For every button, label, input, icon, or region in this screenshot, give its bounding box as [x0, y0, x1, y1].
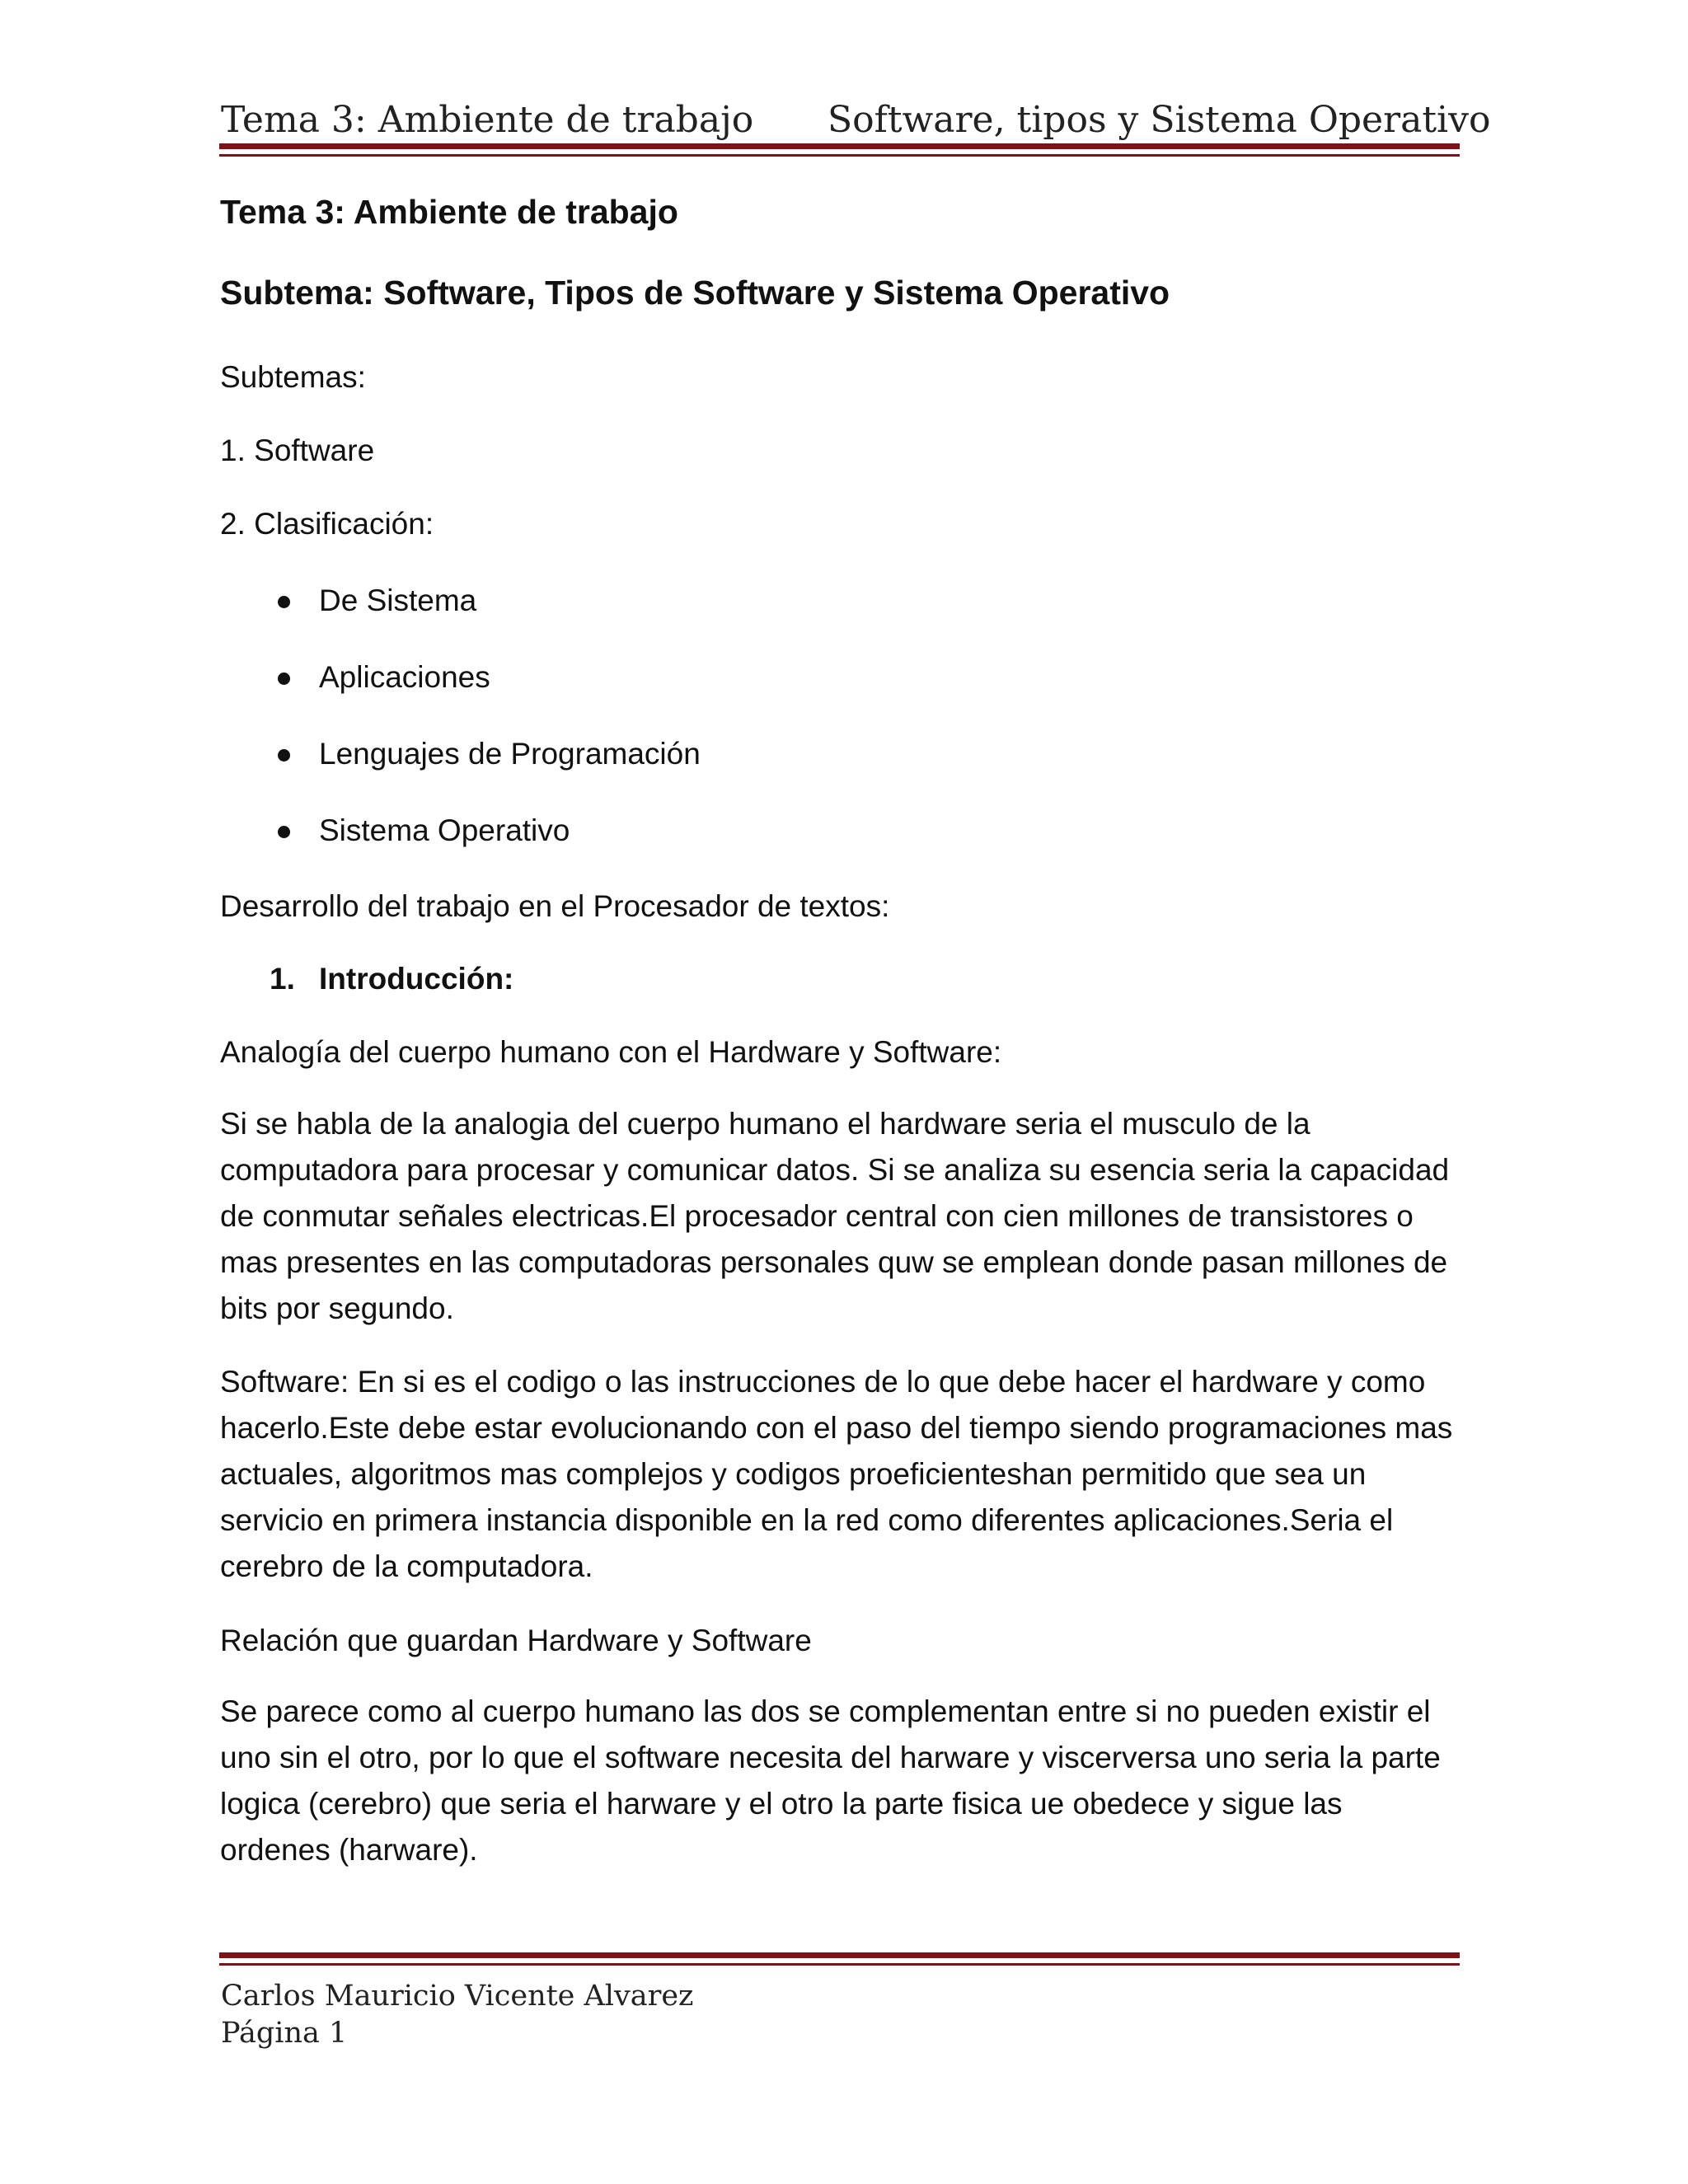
page-footer	[221, 1978, 694, 2052]
bullet-dot-icon	[278, 673, 290, 685]
header-right-text: Software, tipos y Sistema Operativo	[828, 99, 1491, 141]
subtemas-label: Subtemas:	[220, 360, 366, 394]
bullet-text: Lenguajes de Programación	[319, 737, 701, 771]
header-left-text: Tema 3: Ambiente de trabajo	[221, 99, 754, 141]
footer-rule-thick	[219, 1952, 1460, 1958]
paragraph-software: Software: En si es el codigo o las instrucciones de lo que debe hacer el hardware y como hacerlo.Este debe estar evolucionando con el paso del tiempo siendo programaciones mas actuales, algoritmos mas complejos y codigos proeficienteshan permitido que sea un servicio en primera instancia disponible en la red como diferentes aplicaciones.Seria el cerebro de la computadora.	[220, 1365, 1453, 1583]
header-rule-thin	[219, 154, 1460, 157]
page-subtitle: Subtema: Software, Tipos de Software y Sistema Operativo	[220, 274, 1170, 312]
header-rule-thick	[219, 143, 1460, 149]
footer-rule-thin	[219, 1963, 1460, 1966]
bullet-text: De Sistema	[319, 583, 477, 617]
numbered-heading-number: 1.	[270, 962, 295, 996]
bullet-dot-icon	[278, 749, 290, 762]
subtema-item-clasificacion: 2. Clasificación:	[220, 507, 434, 541]
analogia-heading: Analogía del cuerpo humano con el Hardware y Software:	[220, 1035, 1002, 1069]
bullet-dot-icon	[278, 826, 290, 838]
numbered-heading-text: Introducción:	[319, 962, 514, 996]
bullet-dot-icon	[278, 596, 290, 608]
footer-page-number: Página 1	[221, 2017, 348, 2050]
subtema-item-software: 1. Software	[220, 434, 375, 467]
paragraph-relacion: Se parece como al cuerpo humano las dos se complementan entre si no pueden existir el uno sin el otro, por lo que el software necesita del harware y viscerversa uno seria la parte logica (cerebro) que seria el harware y el otro la parte fisica ue obedece y sigue las ordenes (harware).	[220, 1694, 1441, 1867]
page-title: Tema 3: Ambiente de trabajo	[220, 193, 678, 231]
bullet-text: Aplicaciones	[319, 660, 490, 694]
bullet-text: Sistema Operativo	[319, 813, 570, 847]
page-header	[221, 92, 1491, 150]
footer-author: Carlos Mauricio Vicente Alvarez	[221, 1980, 694, 2013]
paragraph-analogia: Si se habla de la analogia del cuerpo humano el hardware seria el musculo de la computadora para procesar y comunicar datos. Si se analiza su esencia seria la capacidad de conmutar señales electricas.El procesador central con cien millones de transistores o mas presentes en las computadoras personales quw se emplean donde pasan millones de bits por segundo.	[220, 1107, 1450, 1325]
relacion-heading: Relación que guardan Hardware y Software	[220, 1624, 812, 1657]
desarrollo-line: Desarrollo del trabajo en el Procesador de textos:	[220, 889, 890, 923]
